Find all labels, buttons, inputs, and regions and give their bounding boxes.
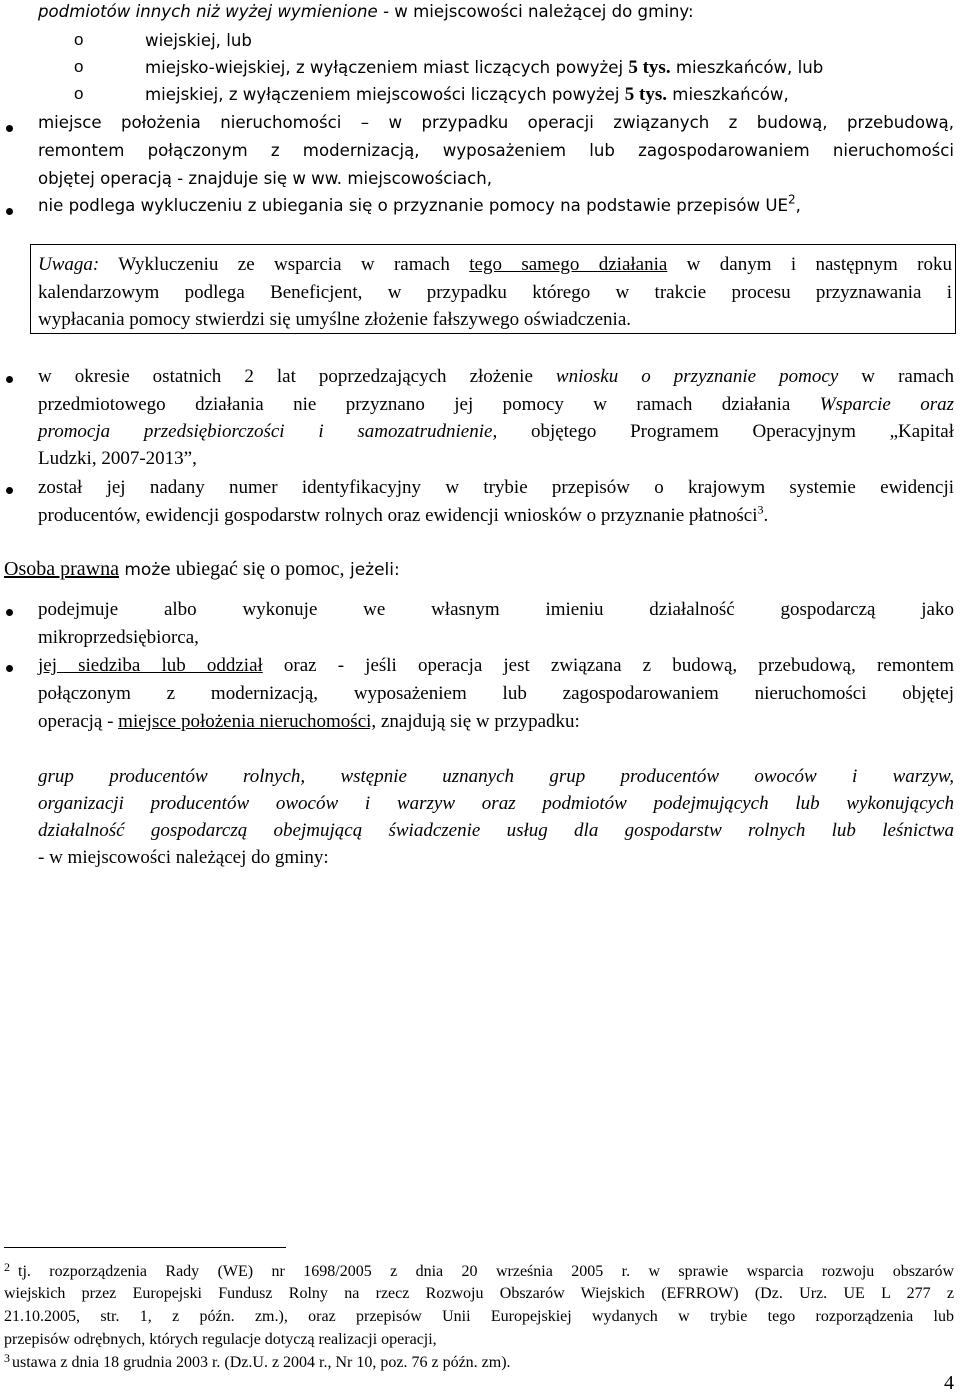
b6-line3: operacją - miejsce położenia nieruchomości, znajdują się w przypadku: (38, 711, 580, 732)
intro-lead-rest: w miejscowości należącej do gminy: (388, 2, 694, 21)
b3-line1: w okresie ostatnich 2 lat poprzedzających złożenie wniosku o przyznanie pomocy w ramach (38, 366, 954, 387)
sub-marker: o (74, 57, 84, 76)
page-number: 4 (944, 1372, 954, 1394)
notice-line2: kalendarzowym podlega Beneficjent, w przypadku którego w trakcie procesu przyznawania i (38, 282, 952, 303)
intro-lead (38, 1, 694, 23)
b6-line2: połączonym z modernizacją, wyposażeniem lub zagospodarowaniem nieruchomości objętej (38, 683, 954, 704)
footnote-2-line1: tj. rozporządzenia Rady (WE) nr 1698/2005 z dnia 20 września 2005 r. w sprawie wsparcia rozwoju obszarów (18, 1263, 954, 1280)
bullet (6, 208, 13, 215)
b6-line1: jej siedziba lub oddział oraz - jeśli operacja jest związana z budową, przebudową, remontem (38, 655, 954, 676)
bullet (6, 487, 13, 494)
footnote-3-marker: 3 (4, 1351, 10, 1365)
legal-person-heading: Osoba prawna może ubiegać się o pomoc, jeżeli: (4, 558, 400, 580)
footnote-2-line4: przepisów odrębnych, których regulacje dotyczą realizacji operacji, (4, 1331, 437, 1348)
groups-line2: organizacji producentów owoców i warzyw oraz podmiotów podejmujących lub wykonujących (38, 793, 954, 814)
b3-line2: przedmiotowego działania nie przyznano jej pomocy w ramach działania Wsparcie oraz (38, 394, 954, 415)
notice-label: Uwaga: (38, 254, 100, 275)
b5-line1: podejmuje albo wykonuje we własnym imieniu działalność gospodarczą jako (38, 599, 954, 620)
bullet (6, 376, 13, 383)
sub-marker: o (74, 30, 84, 49)
bullet (6, 125, 13, 132)
b4-line2: producentów, ewidencji gospodarstw rolnych oraz ewidencji wniosków o przyznanie płatności$^3$. (38, 502, 769, 526)
footnote-2-marker: 2 (4, 1260, 10, 1274)
b3-line3: promocja przedsiębiorczości i samozatrudnienie, objętego Programem Operacyjnym „Kapitał (38, 421, 954, 442)
b1-line3: objętej operacją - znajduje się w ww. miejscowościach, (38, 169, 493, 188)
notice-line1: Uwaga: Wykluczeniu ze wsparcia w ramach tego samego działania w danym i następnym roku (38, 254, 952, 275)
b2-line: nie podlega wykluczeniu z ubiegania się o przyznanie pomocy na podstawie przepisów $UE^2$, (38, 192, 801, 215)
sub-marker: o (74, 84, 84, 103)
b4-line1: został jej nadany numer identyfikacyjny w trybie przepisów o krajowym systemie ewidencji (38, 477, 954, 498)
intro-lead-italic: podmiotów innych niż wyżej wymienione - (38, 2, 389, 21)
b3-line4: Ludzki, 2007-2013”, (38, 448, 197, 469)
b5-line2: mikroprzedsiębiorca, (38, 627, 199, 648)
sub-item-urban-rural: miejsko-wiejskiej, z wyłączeniem miast liczących powyżej 5 tys. mieszkańców, lub (145, 57, 824, 78)
bullet (6, 609, 13, 616)
sub-item-rural: wiejskiej, lub (145, 31, 252, 50)
groups-line3: działalność gospodarczą obejmującą świadczenie usług dla gospodarstw rolnych lub leśnictwa (38, 820, 954, 841)
b1-line2: remontem połączonym z modernizacją, wyposażeniem lub zagospodarowaniem nieruchomości (38, 141, 954, 160)
b1-line1: miejsce położenia nieruchomości – w przypadku operacji związanych z budową, przebudową, (38, 113, 954, 132)
footnote-2-line2: wiejskich przez Europejski Fundusz Rolny na rzecz Rozwoju Obszarów Wiejskich (EFRROW) (Dz. Urz. UE L 277 z (4, 1285, 954, 1302)
groups-line1: grup producentów rolnych, wstępnie uznanych grup producentów owoców i warzyw, (38, 766, 954, 787)
footnote-rule (4, 1247, 286, 1248)
groups-line4: - w miejscowości należącej do gminy: (38, 847, 329, 868)
footnote-3-text: ustawa z dnia 18 grudnia 2003 r. (Dz.U. z 2004 r., Nr 10, poz. 76 z późn. zm). (12, 1354, 511, 1371)
sub-item-urban: miejskiej, z wyłączeniem miejscowości liczących powyżej 5 tys. mieszkańców, (145, 84, 789, 105)
footnote-2-line3: 21.10.2005, str. 1, z późn. zm.), oraz przepisów Unii Europejskiej wydanych w trybie tego rozporządzenia lub (4, 1308, 954, 1325)
notice-line3: wypłacania pomocy stwierdzi się umyślne złożenie fałszywego oświadczenia. (38, 309, 632, 330)
bullet (6, 665, 13, 672)
